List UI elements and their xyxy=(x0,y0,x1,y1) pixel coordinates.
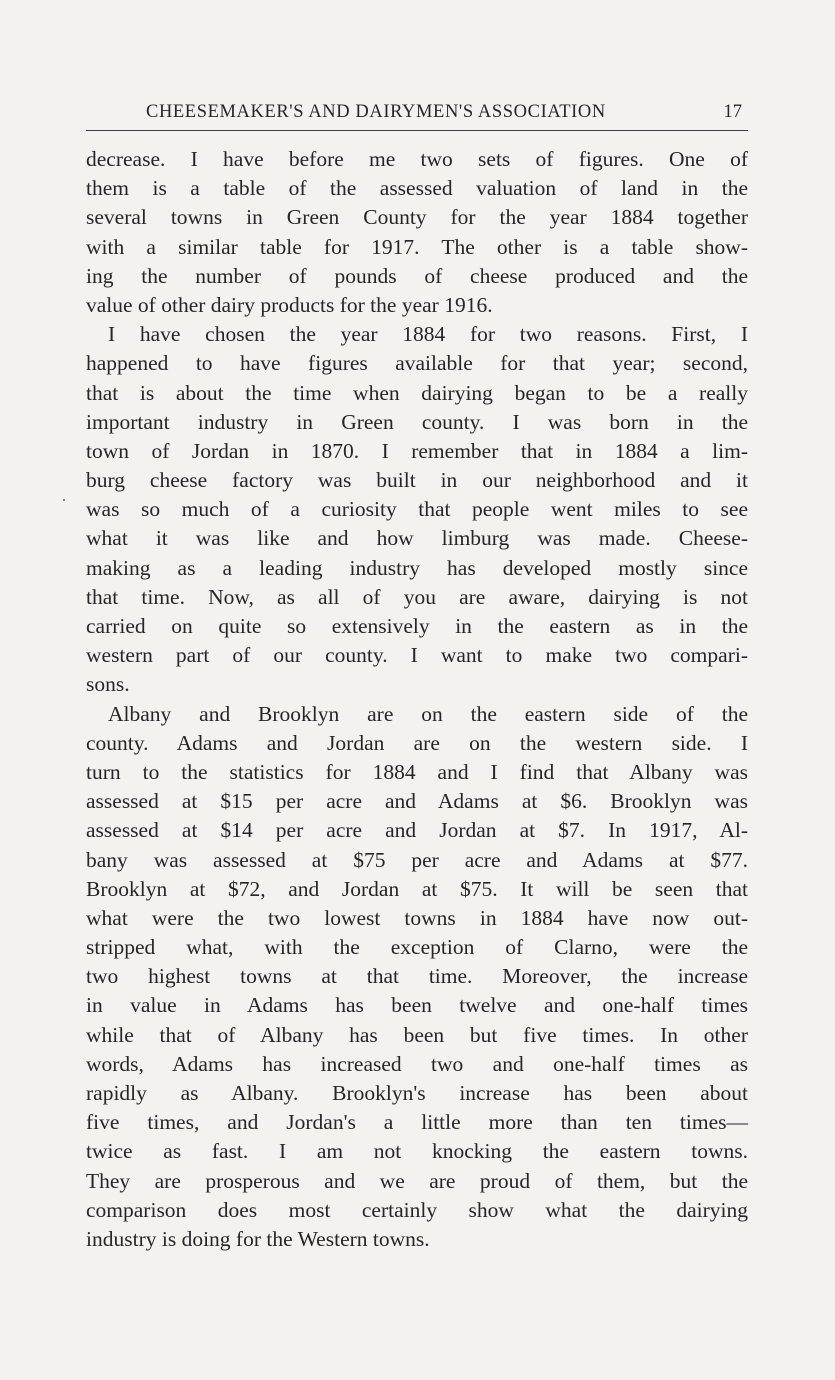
text-line: town of Jordan in 1870. I remember that in 1884 a lim- xyxy=(86,438,748,463)
text-line: assessed at $14 per acre and Jordan at $7. In 1917, Al- xyxy=(86,818,748,843)
text-line: comparison does most certainly show what the dairying xyxy=(86,1197,748,1222)
text-line: I have chosen the year 1884 for two reasons. First, I xyxy=(108,322,748,347)
text-line: five times, and Jordan's a little more than ten times— xyxy=(86,1110,748,1135)
page-number: 17 xyxy=(723,102,742,122)
text-line: county. Adams and Jordan are on the western side. I xyxy=(86,730,748,755)
text-line: what it was like and how limburg was made. Cheese- xyxy=(86,526,748,551)
text-line: with a similar table for 1917. The other is a table show- xyxy=(86,234,748,259)
text-line: They are prosperous and we are proud of them, but the xyxy=(86,1168,748,1193)
text-line: twice as fast. I am not knocking the eastern towns. xyxy=(86,1139,748,1164)
text-line: assessed at $15 per acre and Adams at $6. Brooklyn was xyxy=(86,789,748,814)
text-line: burg cheese factory was built in our neighborhood and it xyxy=(86,468,748,493)
text-line: happened to have figures available for that year; second, xyxy=(86,351,748,376)
text-line: what were the two lowest towns in 1884 have now out- xyxy=(86,905,748,930)
text-line: two highest towns at that time. Moreover, the increase xyxy=(86,964,748,989)
margin-mark: . xyxy=(62,488,66,505)
text-line: was so much of a curiosity that people went miles to see xyxy=(86,497,748,522)
running-title: CHEESEMAKER'S AND DAIRYMEN'S ASSOCIATION xyxy=(146,102,606,122)
text-line: while that of Albany has been but five times. In other xyxy=(86,1022,748,1047)
text-line: that time. Now, as all of you are aware, dairying is not xyxy=(86,584,748,609)
text-line: rapidly as Albany. Brooklyn's increase has been about xyxy=(86,1081,748,1105)
text-line: turn to the statistics for 1884 and I find that Albany was xyxy=(86,759,748,784)
text-line: important industry in Green county. I was born in the xyxy=(86,409,748,434)
text-line: stripped what, with the exception of Clarno, were the xyxy=(86,935,748,960)
text-line: decrease. I have before me two sets of figures. One of xyxy=(86,147,748,171)
text-line: Brooklyn at $72, and Jordan at $75. It will be seen that xyxy=(86,876,748,901)
text-line: words, Adams has increased two and one-half times as xyxy=(86,1051,748,1076)
text-line: making as a leading industry has developed mostly since xyxy=(86,555,748,580)
text-line: in value in Adams has been twelve and one-half times xyxy=(86,993,748,1018)
text-line: western part of our county. I want to make two compari- xyxy=(86,643,748,668)
text-line: that is about the time when dairying began to be a really xyxy=(86,380,748,405)
text-line: bany was assessed at $75 per acre and Adams at $77. xyxy=(86,847,748,872)
text-line: industry is doing for the Western towns. xyxy=(86,1226,430,1251)
text-line: sons. xyxy=(86,672,130,697)
body-text xyxy=(86,145,748,1254)
text-line: several towns in Green County for the year 1884 together xyxy=(86,205,748,230)
running-header xyxy=(86,100,748,131)
text-line: Albany and Brooklyn are on the eastern side of the xyxy=(108,701,748,726)
text-line: carried on quite so extensively in the eastern as in the xyxy=(86,614,748,638)
text-line: ing the number of pounds of cheese produced and the xyxy=(86,263,748,288)
text-line: them is a table of the assessed valuation of land in the xyxy=(86,176,748,201)
text-line: value of other dairy products for the year 1916. xyxy=(86,292,493,317)
